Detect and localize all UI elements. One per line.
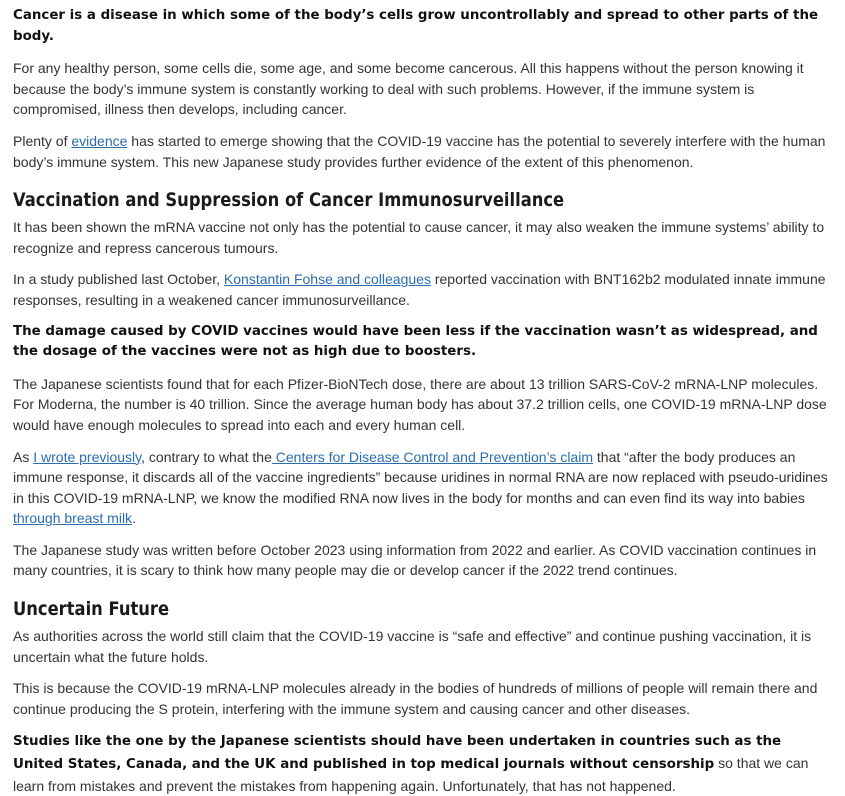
evidence-link[interactable]: evidence [71,132,128,149]
paragraph-mrna-cancer: It has been shown the mRNA vaccine not only has the potential to cause cancer, it may also weaken the immune systems’ ability to recognize and repress cancerous tumours. [13,219,825,256]
paragraph-text: In a study published last October, [13,271,224,288]
paragraph-immune-system: For any healthy person, some cells die, some age, and some become cancerous. All this happens without the person knowing it because the body’s immune system is constantly working to deal with such problems. However, if the immune system is compromised, illness then develops, including cancer. [13,60,804,118]
paragraph-evidence [13,131,832,172]
paragraph-studies [13,730,832,796]
paragraph-damage-boosters: The damage caused by COVID vaccines would have been less if the vaccination wasn’t as widespread, and the dosage of the vaccines were not as high due to boosters. [13,323,818,360]
paragraph-text: so that we can learn from mistakes and prevent the mistakes from happening again. Unfortunately, that has not happened. [13,755,809,794]
paragraph-text: . [132,510,136,527]
fohse-colleagues-link[interactable]: Konstantin Fohse and colleagues [223,271,431,288]
paragraph-japanese-study: The Japanese study was written before October 2023 using information from 2022 and earlier. As COVID vaccination continues in many countries, it is scary to think how many people may die or develop cancer if the 2022 trend continues. [13,541,817,579]
paragraph-text: Plenty of [13,132,72,149]
breast-milk-link[interactable]: through breast milk [13,510,133,527]
paragraph-text: reported vaccination with BNT162b2 modulated innate immune responses, resulting in a weakened cancer immunosurveillance. [13,271,826,308]
cdc-claim-link[interactable]: Centers for Disease Control and Prevention’s claim [271,448,593,465]
paragraph-text: , contrary to what the [141,448,272,465]
paragraph-authorities: As authorities across the world still claim that the COVID-19 vaccine is “safe and effective” and continue pushing vaccination, it is uncertain what the future holds. [13,628,812,665]
section-heading-uncertain-future: Uncertain Future [13,598,170,621]
paragraph-text: that “after the body produces an immune response, it discards all of the vaccine ingredients” because uridines in normal RNA are now replaced with pseudo-uridines in this COVID-19 mRNA-LNP, we know the modified RNA now lives in the body for months and can even find its way into babies [13,448,828,506]
paragraph-s-protein: This is because the COVID-19 mRNA-LNP molecules already in the bodies of hundreds of millions of people will remain there and continue producing the S protein, interfering with the immune system and causing cancer and other diseases. [13,680,818,717]
i-wrote-previously-link[interactable]: I wrote previously [33,448,142,465]
paragraph-text: As [13,448,34,465]
paragraph-text: has started to emerge showing that the COVID-19 vaccine has the potential to severely interfere with the human body’s immune system. This new Japanese study provides further evidence of the extent of this phenomenon. [13,132,826,170]
lead-paragraph: Cancer is a disease in which some of the body’s cells grow uncontrollably and spread to other parts of the body. [13,8,819,44]
paragraph-cdc-claim [13,447,832,529]
section-heading-vaccination: Vaccination and Suppression of Cancer Immunosurveillance [13,189,565,212]
bold-text: Studies like the one by the Japanese scientists should have been undertaken in countries such as the United States, Canada, and the UK and published in top medical journals without censorship [13,734,782,773]
article-body [0,6,845,796]
paragraph-fohse-study [13,269,832,310]
paragraph-mrna-molecules: The Japanese scientists found that for each Pfizer-BioNTech dose, there are about 13 trillion SARS-CoV-2 mRNA-LNP molecules. For Moderna, the number is 40 trillion. Since the average human body has about 37.2 trillion cells, one COVID-19 mRNA-LNP dose would have enough molecules to spread into each and every human cell. [13,375,827,433]
